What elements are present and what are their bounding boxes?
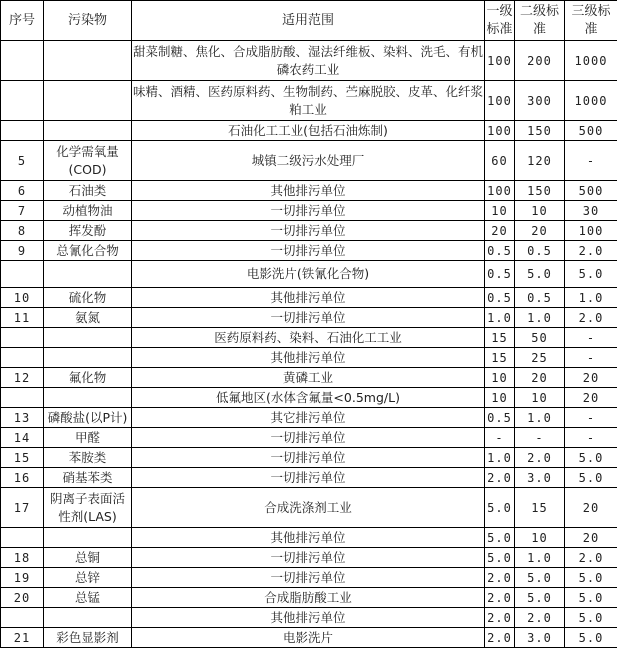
row-number-cell (1, 388, 44, 408)
scope-cell: 一切排污单位 (132, 428, 485, 448)
table-row (1, 241, 617, 261)
table-row (1, 588, 617, 608)
level1-value-cell: 0.5 (485, 288, 515, 308)
level1-value-cell: 1.0 (485, 448, 515, 468)
pollutant-cell: 挥发酚 (44, 221, 132, 241)
table-row (1, 141, 617, 181)
level2-value-cell: 300 (515, 81, 565, 121)
level3-value-cell: 1000 (565, 81, 617, 121)
row-number-cell (1, 528, 44, 548)
level3-value-cell: - (565, 328, 617, 348)
level2-value-cell: 20 (515, 368, 565, 388)
pollutant-cell (44, 348, 132, 368)
table-row (1, 41, 617, 81)
table-row (1, 488, 617, 528)
scope-cell: 一切排污单位 (132, 221, 485, 241)
level1-value-cell: 5.0 (485, 488, 515, 528)
table-row (1, 261, 617, 288)
level1-value-cell: 100 (485, 41, 515, 81)
scope-cell: 其他排污单位 (132, 288, 485, 308)
row-number-cell (1, 41, 44, 81)
scope-cell: 其他排污单位 (132, 608, 485, 628)
level1-value-cell: 0.5 (485, 261, 515, 288)
level2-value-cell: 25 (515, 348, 565, 368)
row-number-cell (1, 348, 44, 368)
table-row (1, 81, 617, 121)
level3-value-cell: 2.0 (565, 241, 617, 261)
pollutant-cell: 氟化物 (44, 368, 132, 388)
level3-value-cell: 5.0 (565, 568, 617, 588)
row-number-cell: 10 (1, 288, 44, 308)
level2-value-cell: 10 (515, 388, 565, 408)
level2-value-cell: 3.0 (515, 468, 565, 488)
level1-value-cell: 15 (485, 348, 515, 368)
level1-value-cell: 2.0 (485, 588, 515, 608)
pollutant-cell: 石油类 (44, 181, 132, 201)
level2-value-cell: 1.0 (515, 548, 565, 568)
level2-value-cell: 10 (515, 201, 565, 221)
pollutant-cell: 硫化物 (44, 288, 132, 308)
pollutant-cell: 总铜 (44, 548, 132, 568)
scope-cell: 一切排污单位 (132, 308, 485, 328)
scope-cell: 合成脂肪酸工业 (132, 588, 485, 608)
table-row (1, 448, 617, 468)
header-scope: 适用范围 (132, 1, 485, 41)
pollutant-cell (44, 121, 132, 141)
pollutant-cell (44, 388, 132, 408)
level1-value-cell: 10 (485, 201, 515, 221)
pollutant-cell (44, 41, 132, 81)
row-number-cell (1, 81, 44, 121)
pollutant-cell: 甲醛 (44, 428, 132, 448)
level1-value-cell: 10 (485, 368, 515, 388)
level3-value-cell: 5.0 (565, 448, 617, 468)
row-number-cell: 11 (1, 308, 44, 328)
table-row (1, 181, 617, 201)
table-row (1, 568, 617, 588)
pollutant-cell: 总锌 (44, 568, 132, 588)
scope-cell: 合成洗涤剂工业 (132, 488, 485, 528)
pollutant-cell (44, 81, 132, 121)
row-number-cell: 8 (1, 221, 44, 241)
table-row (1, 628, 617, 648)
table-row (1, 408, 617, 428)
scope-cell: 其它排污单位 (132, 408, 485, 428)
level1-value-cell: 2.0 (485, 568, 515, 588)
row-number-cell (1, 608, 44, 628)
level2-value-cell: 0.5 (515, 241, 565, 261)
level1-value-cell: 100 (485, 121, 515, 141)
level3-value-cell: 20 (565, 388, 617, 408)
row-number-cell: 12 (1, 368, 44, 388)
pollutant-cell: 硝基苯类 (44, 468, 132, 488)
scope-cell: 一切排污单位 (132, 568, 485, 588)
scope-cell: 一切排污单位 (132, 201, 485, 221)
level3-value-cell: 20 (565, 368, 617, 388)
scope-cell: 其他排污单位 (132, 528, 485, 548)
level2-value-cell: - (515, 428, 565, 448)
row-number-cell: 6 (1, 181, 44, 201)
scope-cell: 电影洗片(铁氰化合物) (132, 261, 485, 288)
level2-value-cell: 20 (515, 221, 565, 241)
level3-value-cell: 5.0 (565, 608, 617, 628)
level3-value-cell: 1.0 (565, 288, 617, 308)
table-row (1, 608, 617, 628)
pollutant-cell: 总氰化合物 (44, 241, 132, 261)
header-level3: 三级标准 (565, 1, 617, 41)
level2-value-cell: 0.5 (515, 288, 565, 308)
scope-cell: 黄磷工业 (132, 368, 485, 388)
table-row (1, 288, 617, 308)
level1-value-cell: - (485, 428, 515, 448)
scope-cell: 一切排污单位 (132, 241, 485, 261)
table-row (1, 308, 617, 328)
level2-value-cell: 10 (515, 528, 565, 548)
row-number-cell: 7 (1, 201, 44, 221)
level3-value-cell: 20 (565, 528, 617, 548)
level3-value-cell: - (565, 141, 617, 181)
level3-value-cell: 5.0 (565, 261, 617, 288)
table-body (1, 41, 617, 648)
pollutant-cell: 氨氮 (44, 308, 132, 328)
level1-value-cell: 5.0 (485, 548, 515, 568)
row-number-cell: 17 (1, 488, 44, 528)
row-number-cell: 19 (1, 568, 44, 588)
level1-value-cell: 100 (485, 181, 515, 201)
table-row (1, 468, 617, 488)
level3-value-cell: 500 (565, 121, 617, 141)
pollutant-cell: 磷酸盐(以P计) (44, 408, 132, 428)
level2-value-cell: 120 (515, 141, 565, 181)
pollutant-cell: 总锰 (44, 588, 132, 608)
header-no: 序号 (1, 1, 44, 41)
level2-value-cell: 5.0 (515, 568, 565, 588)
scope-cell: 医药原料药、染料、石油化工工业 (132, 328, 485, 348)
level3-value-cell: 5.0 (565, 588, 617, 608)
table-row (1, 328, 617, 348)
level2-value-cell: 200 (515, 41, 565, 81)
row-number-cell: 5 (1, 141, 44, 181)
scope-cell: 甜菜制糖、焦化、合成脂肪酸、湿法纤维板、染料、洗毛、有机磷农药工业 (132, 41, 485, 81)
scope-cell: 低氟地区(水体含氟量<0.5mg/L) (132, 388, 485, 408)
level1-value-cell: 1.0 (485, 308, 515, 328)
level3-value-cell: 5.0 (565, 468, 617, 488)
level1-value-cell: 5.0 (485, 528, 515, 548)
level1-value-cell: 0.5 (485, 241, 515, 261)
level2-value-cell: 5.0 (515, 588, 565, 608)
level1-value-cell: 2.0 (485, 628, 515, 648)
row-number-cell: 14 (1, 428, 44, 448)
row-number-cell: 9 (1, 241, 44, 261)
pollutant-cell (44, 328, 132, 348)
scope-cell: 电影洗片 (132, 628, 485, 648)
table-row (1, 388, 617, 408)
level2-value-cell: 150 (515, 121, 565, 141)
row-number-cell (1, 121, 44, 141)
level3-value-cell: - (565, 348, 617, 368)
scope-cell: 其他排污单位 (132, 181, 485, 201)
row-number-cell: 16 (1, 468, 44, 488)
row-number-cell (1, 328, 44, 348)
scope-cell: 城镇二级污水处理厂 (132, 141, 485, 181)
row-number-cell: 21 (1, 628, 44, 648)
level2-value-cell: 1.0 (515, 408, 565, 428)
level2-value-cell: 5.0 (515, 261, 565, 288)
level1-value-cell: 2.0 (485, 608, 515, 628)
level3-value-cell: - (565, 428, 617, 448)
row-number-cell: 18 (1, 548, 44, 568)
level3-value-cell: 500 (565, 181, 617, 201)
pollutant-cell: 苯胺类 (44, 448, 132, 468)
pollutant-cell (44, 261, 132, 288)
scope-cell: 味精、酒精、医药原料药、生物制药、苎麻脱胶、皮革、化纤浆粕工业 (132, 81, 485, 121)
pollutant-cell: 彩色显影剂 (44, 628, 132, 648)
row-number-cell: 13 (1, 408, 44, 428)
pollutant-cell (44, 608, 132, 628)
level1-value-cell: 2.0 (485, 468, 515, 488)
level2-value-cell: 2.0 (515, 448, 565, 468)
level3-value-cell: 2.0 (565, 548, 617, 568)
header-level2: 二级标准 (515, 1, 565, 41)
table-row (1, 121, 617, 141)
level3-value-cell: 5.0 (565, 628, 617, 648)
level2-value-cell: 15 (515, 488, 565, 528)
table-row (1, 201, 617, 221)
pollutant-cell: 动植物油 (44, 201, 132, 221)
header-level1: 一级标准 (485, 1, 515, 41)
level2-value-cell: 1.0 (515, 308, 565, 328)
level2-value-cell: 50 (515, 328, 565, 348)
header-row (1, 1, 617, 41)
level3-value-cell: 1000 (565, 41, 617, 81)
table-row (1, 428, 617, 448)
level1-value-cell: 20 (485, 221, 515, 241)
level1-value-cell: 15 (485, 328, 515, 348)
pollutant-cell: 阴离子表面活性剂(LAS) (44, 488, 132, 528)
level1-value-cell: 60 (485, 141, 515, 181)
level3-value-cell: 30 (565, 201, 617, 221)
scope-cell: 一切排污单位 (132, 448, 485, 468)
scope-cell: 一切排污单位 (132, 468, 485, 488)
level1-value-cell: 10 (485, 388, 515, 408)
table-row (1, 548, 617, 568)
level3-value-cell: 2.0 (565, 308, 617, 328)
row-number-cell: 15 (1, 448, 44, 468)
level3-value-cell: - (565, 408, 617, 428)
scope-cell: 石油化工工业(包括石油炼制) (132, 121, 485, 141)
header-pollutant: 污染物 (44, 1, 132, 41)
level1-value-cell: 0.5 (485, 408, 515, 428)
level1-value-cell: 100 (485, 81, 515, 121)
level2-value-cell: 3.0 (515, 628, 565, 648)
row-number-cell (1, 261, 44, 288)
level2-value-cell: 2.0 (515, 608, 565, 628)
level3-value-cell: 100 (565, 221, 617, 241)
level2-value-cell: 150 (515, 181, 565, 201)
table-row (1, 368, 617, 388)
table-row (1, 221, 617, 241)
table-row (1, 528, 617, 548)
table-row (1, 348, 617, 368)
scope-cell: 其他排污单位 (132, 348, 485, 368)
scope-cell: 一切排污单位 (132, 548, 485, 568)
pollutant-cell (44, 528, 132, 548)
level3-value-cell: 20 (565, 488, 617, 528)
row-number-cell: 20 (1, 588, 44, 608)
pollutant-cell: 化学需氧量(COD) (44, 141, 132, 181)
